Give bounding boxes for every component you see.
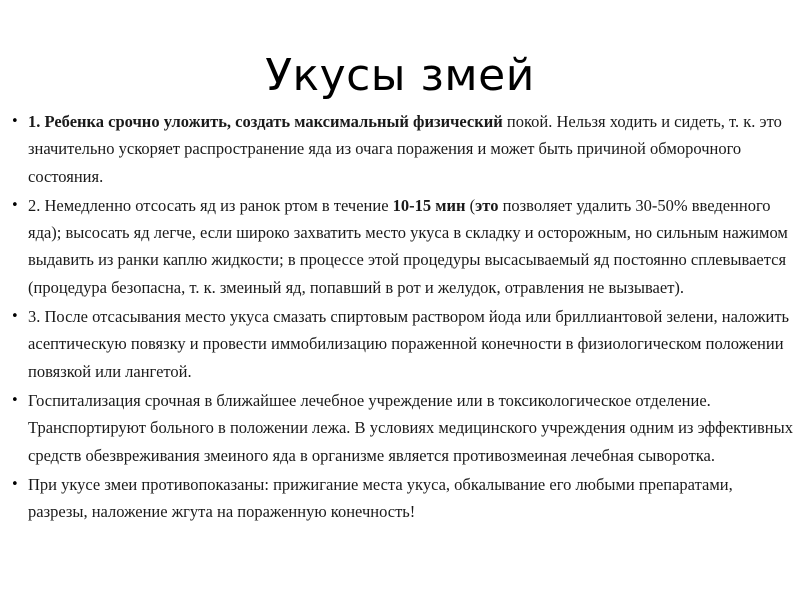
list-item-contraindications bbox=[10, 471, 796, 526]
list-item-suction bbox=[10, 192, 796, 301]
list-item-disinfection bbox=[10, 303, 796, 385]
bullet-icon: • bbox=[11, 476, 19, 492]
item-2-text-a: 2. Немедленно отсосать яд из ранок ртом в течение bbox=[28, 195, 393, 215]
item-4-text: Госпитализация срочная в ближайшее лечебное учреждение или в токсикологическое отделение. Транспортируют больного в положении лежа. В условиях медицинского учреждения одним из эффективных средств обезвреживания змеиного яда в организме является противозмеиная лечебная сыворотка. bbox=[28, 390, 793, 465]
bullet-icon: • bbox=[11, 392, 19, 408]
bullet-list bbox=[10, 108, 796, 527]
list-item-immobilization bbox=[10, 108, 796, 190]
item-2-text-b: ( bbox=[465, 195, 476, 215]
list-item-hospitalization bbox=[10, 387, 796, 469]
item-1-text: покой. Нельзя ходить и сидеть, т. к. это значительно ускоряет распространение яда из очага поражения и может быть причиной обморочного состояния. bbox=[28, 112, 782, 186]
slide-title: Укусы змей bbox=[265, 50, 535, 101]
bullet-icon: • bbox=[11, 197, 19, 213]
bullet-icon: • bbox=[11, 309, 19, 325]
item-2-text-c: позволяет удалить 30-50% введенного яда); высосать яд легче, если широко захватить место укуса в складку и осторожным, но сильным нажимом выдавить из ранки каплю жидкости; в процессе этой процедуры высасываемый яд постоянно сплевывается (процедура безопасна, т. к. змеиный яд, попавший в рот и желудок, отравления не вызывает). bbox=[28, 195, 788, 297]
bullet-icon: • bbox=[11, 114, 19, 129]
item-1-bold-text: 1. Ребенка срочно уложить, создать максимальный физический bbox=[28, 112, 503, 131]
item-2-bold-time: 10-15 мин bbox=[392, 195, 466, 215]
item-5-text: При укусе змеи противопоказаны: прижигание места укуса, обкалывание его любыми препаратами, разрезы, наложение жгута на пораженную конечность! bbox=[28, 474, 733, 522]
item-3-text: 3. После отсасывания место укуса смазать спиртовым раствором йода или бриллиантовой зелени, наложить асептическую повязку и провести иммобилизацию пораженной конечности в физиологическом положении повязкой или лангетой. bbox=[28, 307, 790, 381]
item-2-bold-this: это bbox=[475, 195, 499, 215]
